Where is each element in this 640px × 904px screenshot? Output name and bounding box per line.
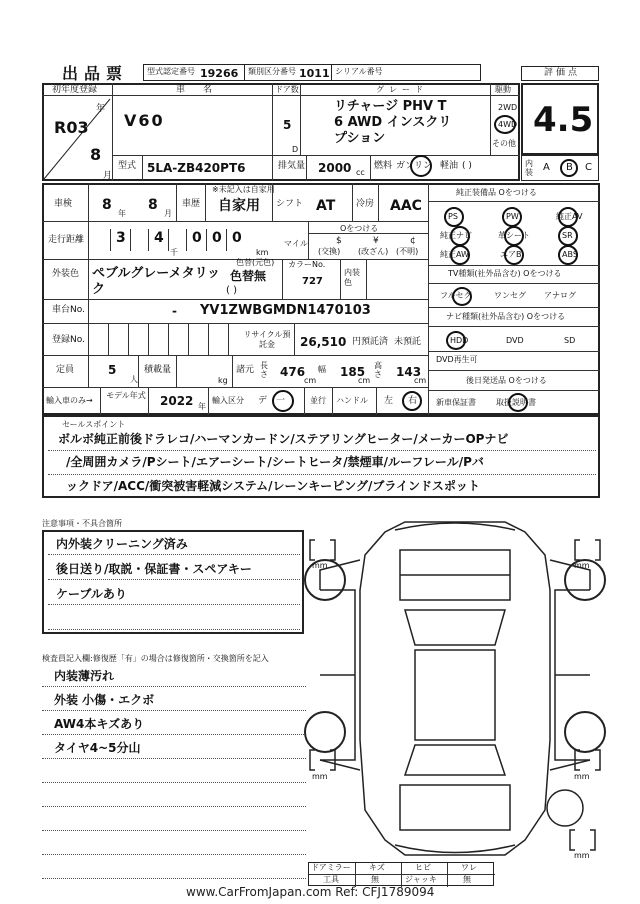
mm-label: mm <box>574 561 590 570</box>
shift-label: シフト <box>276 199 304 209</box>
height-cm: cm <box>414 376 427 385</box>
model-label: 型式 <box>118 161 137 171</box>
genuine-item: 純正AV <box>556 212 583 221</box>
meter-opt-text: (交換) <box>318 247 341 256</box>
navi-item: DVD <box>506 336 524 345</box>
length-value: 476 <box>280 365 306 379</box>
interior-grade-c: C <box>585 162 592 173</box>
recycle-label: リサイクル預託金 <box>243 330 291 349</box>
capacity-label: 定員 <box>56 365 75 375</box>
sales-line: /全周囲カメラ/Pシート/エアーシート/シートヒータ/禁煙車/ルーフレール/Pバ <box>66 455 484 469</box>
mm-label: mm <box>574 851 590 860</box>
interior-grade-a: A <box>543 162 550 173</box>
year-char: 年 <box>96 104 106 114</box>
import-circle <box>272 390 294 412</box>
model-year-value: 2022 <box>160 394 194 408</box>
genuine-item: PW <box>506 212 519 221</box>
front-bumper <box>395 523 515 530</box>
class-label: 類別区分番号 <box>248 67 296 76</box>
wheel-rear-right <box>565 712 605 752</box>
meter-opt-mark: ¥ <box>373 236 379 246</box>
displacement-value: 2000 <box>318 161 352 175</box>
model-spec-label: 型式認定番号 <box>147 67 195 76</box>
drive-label: 駆動 <box>495 85 511 94</box>
mileage-digit: 0 <box>232 230 242 246</box>
displacement-label: 排気量 <box>278 161 306 171</box>
caution-box <box>42 530 304 634</box>
caution-line: 後日送り/取説・保証書・スペアキー <box>56 562 252 576</box>
caution-line: ケーブルあり <box>56 587 127 601</box>
genuine-item: ABS <box>562 250 578 259</box>
legend-header: キズ <box>369 863 385 872</box>
mileage-digit: 0 <box>212 230 222 246</box>
mm-label: mm <box>312 561 328 570</box>
inspector-line: 外装 小傷・エクボ <box>54 693 155 707</box>
chassis-dash: - <box>172 304 177 318</box>
navi-item: SD <box>564 336 576 345</box>
length-label: 長さ <box>260 361 268 379</box>
rear-bumper <box>395 845 515 853</box>
tv-title: TV種類(社外品含む) Oをつける <box>448 269 562 278</box>
right-label: 右 <box>408 396 418 406</box>
first-reg-era: R03 <box>54 118 89 137</box>
car-name-label: 車名 <box>176 85 231 95</box>
fuel-paren: ( ) <box>462 161 472 171</box>
model-code: 5LA-ZB420PT6 <box>147 161 246 175</box>
recycle-unpaid: 未預託 <box>394 337 422 347</box>
ps-circle <box>444 207 464 227</box>
legend-header: ワレ <box>461 863 477 872</box>
kg-unit: kg <box>218 376 228 385</box>
parallel-label: 並行 <box>310 396 326 405</box>
width-label: 幅 <box>318 365 326 374</box>
height-label: 高さ <box>374 361 382 379</box>
sales-label: セールスポイント <box>62 420 126 429</box>
inspection-year-char: 年 <box>118 209 126 218</box>
legend-value: 無 <box>371 875 379 884</box>
genuine-title: 純正装備品 Oをつける <box>456 188 537 197</box>
doors-value: 5 <box>283 118 292 132</box>
height-value: 143 <box>396 365 422 379</box>
cc-unit: cc <box>356 168 365 177</box>
footer-ref: www.CarFromJapan.com Ref: CFJ1789094 <box>186 885 435 899</box>
color-orig-label: 色替(元色) <box>236 258 275 267</box>
drive-other: その他 <box>492 139 516 148</box>
later-title: 後日発送品 Oをつける <box>466 376 547 385</box>
capacity-value: 5 <box>108 363 117 377</box>
sales-line: ボルボ純正前後ドラレコ/ハーマンカードン/ステアリングヒーター/メーカーOPナビ <box>58 432 509 446</box>
navi-title: ナビ種類(社外品含む) Oをつける <box>446 312 566 321</box>
load-label: 積載量 <box>144 365 172 375</box>
recycle-paid: 円預託済 <box>352 337 389 347</box>
ac-label: 冷房 <box>356 199 375 209</box>
rating-value: 4.5 <box>533 100 594 140</box>
rating-label-box <box>521 66 599 81</box>
inspector-line: 内装薄汚れ <box>54 669 115 683</box>
spare-tire <box>547 790 583 826</box>
color-paren: ( ) <box>226 285 237 296</box>
length-cm: cm <box>304 376 317 385</box>
history-value: 自家用 <box>218 198 260 214</box>
navi-item: HDD <box>450 336 469 345</box>
later-item: 取扱説明書 <box>496 398 536 407</box>
shift-value: AT <box>316 198 336 214</box>
genuine-item: 純正ナビ <box>440 231 472 240</box>
hdd-circle <box>446 331 469 350</box>
interior-box <box>521 155 599 181</box>
reg-no-label: 登録No. <box>52 335 85 345</box>
form-title: 出品票 <box>62 64 129 83</box>
drive-4wd-circle <box>494 115 516 134</box>
tv-item: アナログ <box>544 291 576 300</box>
class-no: 1011 <box>299 67 330 80</box>
width-cm: cm <box>358 376 371 385</box>
width-value: 185 <box>340 365 366 379</box>
color-label: 外装色 <box>52 269 80 279</box>
inspector-line: タイヤ4~5分山 <box>54 741 141 755</box>
grade-line-3: プション <box>334 131 386 146</box>
colorno-value: 727 <box>302 276 323 287</box>
chassis-label: 車台No. <box>52 305 85 315</box>
sr-circle <box>558 226 578 246</box>
colorno-label: カラーNo. <box>288 260 326 269</box>
inspector-label: 検査員記入欄:修復歴「有」の場合は修復箇所・交換箇所を記入 <box>42 654 269 663</box>
meter-opt-mark: ¢ <box>410 236 416 246</box>
equipment-panel <box>428 183 600 415</box>
model-spec-box <box>143 64 245 81</box>
person-unit: 人 <box>130 375 138 384</box>
drive-2wd: 2WD <box>498 103 518 112</box>
car-name: V60 <box>124 111 165 130</box>
legend-value: 無 <box>463 875 471 884</box>
legend-header: ヒビ <box>415 863 431 872</box>
inspector-line: AW4本キズあり <box>54 717 145 731</box>
right-circle <box>402 391 422 411</box>
interior-b-circle <box>560 159 578 177</box>
km-unit: km <box>256 248 269 257</box>
pw-circle <box>502 207 522 227</box>
import-de: デ <box>258 396 268 406</box>
model-spec-no: 19266 <box>200 67 239 80</box>
serial-label: シリアル番号 <box>335 67 383 76</box>
genuine-item: エアB <box>500 250 522 259</box>
serial-box <box>331 64 481 81</box>
mileage-label: 走行距離 <box>48 235 85 245</box>
aw-circle <box>450 245 470 265</box>
handle-label: ハンドル <box>336 396 368 405</box>
av-circle <box>558 207 578 227</box>
genuine-item: 革シート <box>498 231 530 240</box>
genuine-item: SR <box>562 231 573 240</box>
airbag-circle <box>504 245 524 265</box>
caution-line: 内外装クリーニング済み <box>56 537 188 551</box>
import-row <box>42 387 428 415</box>
model-year-label: モデル年式 <box>106 391 146 400</box>
sales-block <box>42 415 600 498</box>
genuine-item: 純正AW <box>440 250 469 259</box>
sales-line: ックドア/ACC/衝突被害軽減システム/レーンキーピング/ブラインドスポット <box>66 479 480 493</box>
interior-label: 内装 <box>525 159 533 177</box>
legend-value: 工具 <box>323 875 339 884</box>
navi-circle <box>450 226 470 246</box>
grade-line-1: リチャージ PHV T <box>334 99 447 114</box>
int-color-label: 内装色 <box>344 268 360 287</box>
left-label: 左 <box>384 396 394 406</box>
class-box <box>244 64 332 81</box>
manual-circle <box>508 393 528 412</box>
mm-label: mm <box>574 772 590 781</box>
car-body-outline <box>360 522 550 855</box>
first-reg-label: 初年度登録 <box>52 85 98 95</box>
fuel-label: 燃料 <box>374 161 393 171</box>
caution-label: 注意事項・不具合箇所 <box>42 519 122 528</box>
color-change: 色替無 <box>230 269 267 283</box>
later-item: 新車保証書 <box>436 398 476 407</box>
mileage-digit: 4 <box>154 230 164 246</box>
rear-window <box>405 745 505 775</box>
meter-opt-text: (改ざん) <box>358 247 389 256</box>
mm-label: mm <box>312 772 328 781</box>
trunk <box>400 785 510 830</box>
fullseg-circle <box>452 287 472 306</box>
inspection-month-char: 月 <box>164 209 172 218</box>
grade-label: グレード <box>376 85 428 94</box>
fuel-light-label: 軽油 <box>440 161 459 171</box>
month-char: 月 <box>103 171 113 181</box>
first-reg-month: 8 <box>90 145 102 164</box>
mileage-digit: 3 <box>116 230 126 246</box>
inspector-area <box>42 666 306 894</box>
meter-circle-label: Oをつける <box>340 224 379 233</box>
roof <box>415 650 495 740</box>
grade-line-2: 6 AWD インスクリ <box>334 115 452 130</box>
genuine-item: PS <box>448 212 458 221</box>
windshield <box>405 610 505 645</box>
damage-legend <box>308 862 494 886</box>
history-label: 車歴 <box>182 199 201 209</box>
leather-circle <box>504 226 524 246</box>
chassis-no: YV1ZWBGMDN1470103 <box>200 303 371 318</box>
tv-item: フルセグ <box>440 291 472 300</box>
import-dash: 一 <box>276 396 286 406</box>
recycle-value: 26,510 <box>300 335 347 349</box>
tv-item: ワンセグ <box>494 291 526 300</box>
dims-label: 諸元 <box>236 365 255 375</box>
inspection-label: 車検 <box>54 199 73 209</box>
rating-label: 評価点 <box>544 68 581 78</box>
mileage-digit: 0 <box>192 230 202 246</box>
legend-header: ドアミラー <box>311 863 351 872</box>
meter-opt-text: (不明) <box>396 247 419 256</box>
history-note: ※未記入は自家用 <box>212 185 275 194</box>
model-year-char: 年 <box>198 402 206 411</box>
doors-label: ドア数 <box>275 85 299 94</box>
car-diagram <box>300 510 610 875</box>
ac-value: AAC <box>390 198 422 214</box>
doors-unit: D <box>292 145 299 154</box>
meter-opt-mark: $ <box>336 236 342 246</box>
drive-4wd: 4WD <box>498 120 518 129</box>
fuel-gasoline: ガソリン <box>396 161 433 171</box>
fuel-gasoline-circle <box>410 155 432 177</box>
import-label: 輸入車のみ→ <box>46 396 93 405</box>
rating-box <box>521 83 599 155</box>
dvd-label: DVD再生可 <box>436 355 478 364</box>
mileage-digits <box>88 221 276 259</box>
thousand-char: 千 <box>170 248 178 257</box>
legend-value: ジャッキ <box>405 875 437 884</box>
mile-label: マイル <box>284 239 308 248</box>
color-value: ペブルグレーメタリック <box>92 266 221 297</box>
wheel-rear-left <box>305 712 345 752</box>
abs-circle <box>558 245 578 265</box>
import-type-label: 輸入区分 <box>212 396 244 405</box>
inspection-month: 8 <box>148 197 158 213</box>
interior-grade-b: B <box>566 162 573 173</box>
inspection-year: 8 <box>102 197 112 213</box>
